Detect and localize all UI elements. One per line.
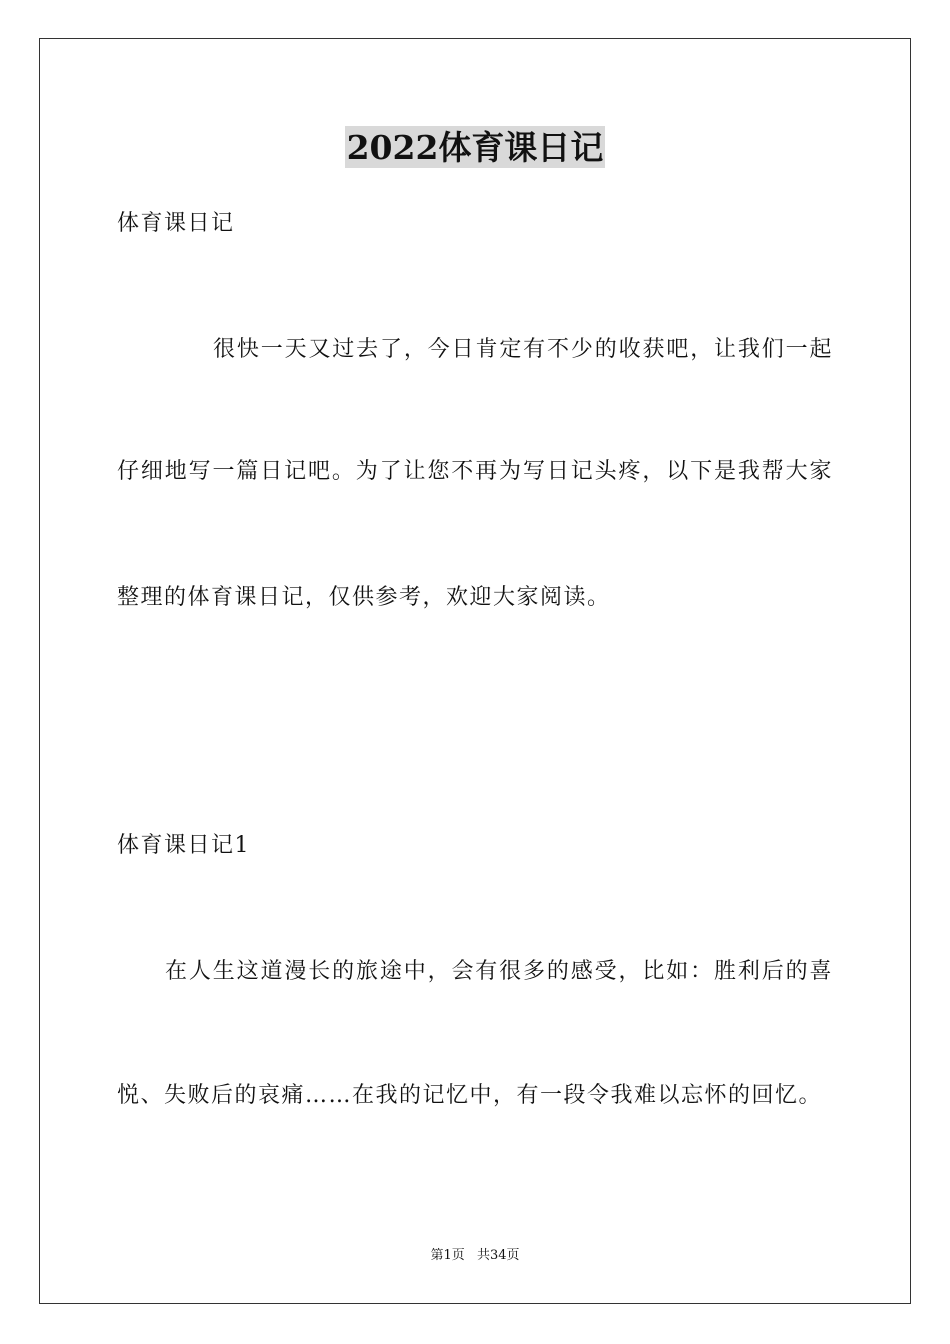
paragraph-line: 仔细地写一篇日记吧。为了让您不再为写日记头疼，以下是我帮大家: [117, 459, 833, 484]
section-heading: 体育课日记1: [117, 833, 250, 858]
paragraph-line: 很快一天又过去了，今日肯定有不少的收获吧，让我们一起: [213, 337, 833, 362]
page-total: 共34页: [476, 1248, 520, 1263]
section-heading: 体育课日记: [117, 211, 235, 236]
paragraph-line: 在人生这道漫长的旅途中，会有很多的感受，比如：胜利后的喜: [165, 959, 833, 984]
paragraph-line: 悦、失败后的哀痛……在我的记忆中，有一段令我难以忘怀的回忆。: [117, 1083, 823, 1108]
paragraph-line: 整理的体育课日记，仅供参考，欢迎大家阅读。: [117, 585, 611, 610]
page-number: 第1页: [430, 1248, 465, 1263]
title-container: [0, 126, 950, 168]
document-title: 2022体育课日记: [346, 128, 604, 167]
page-footer: [0, 1248, 950, 1264]
